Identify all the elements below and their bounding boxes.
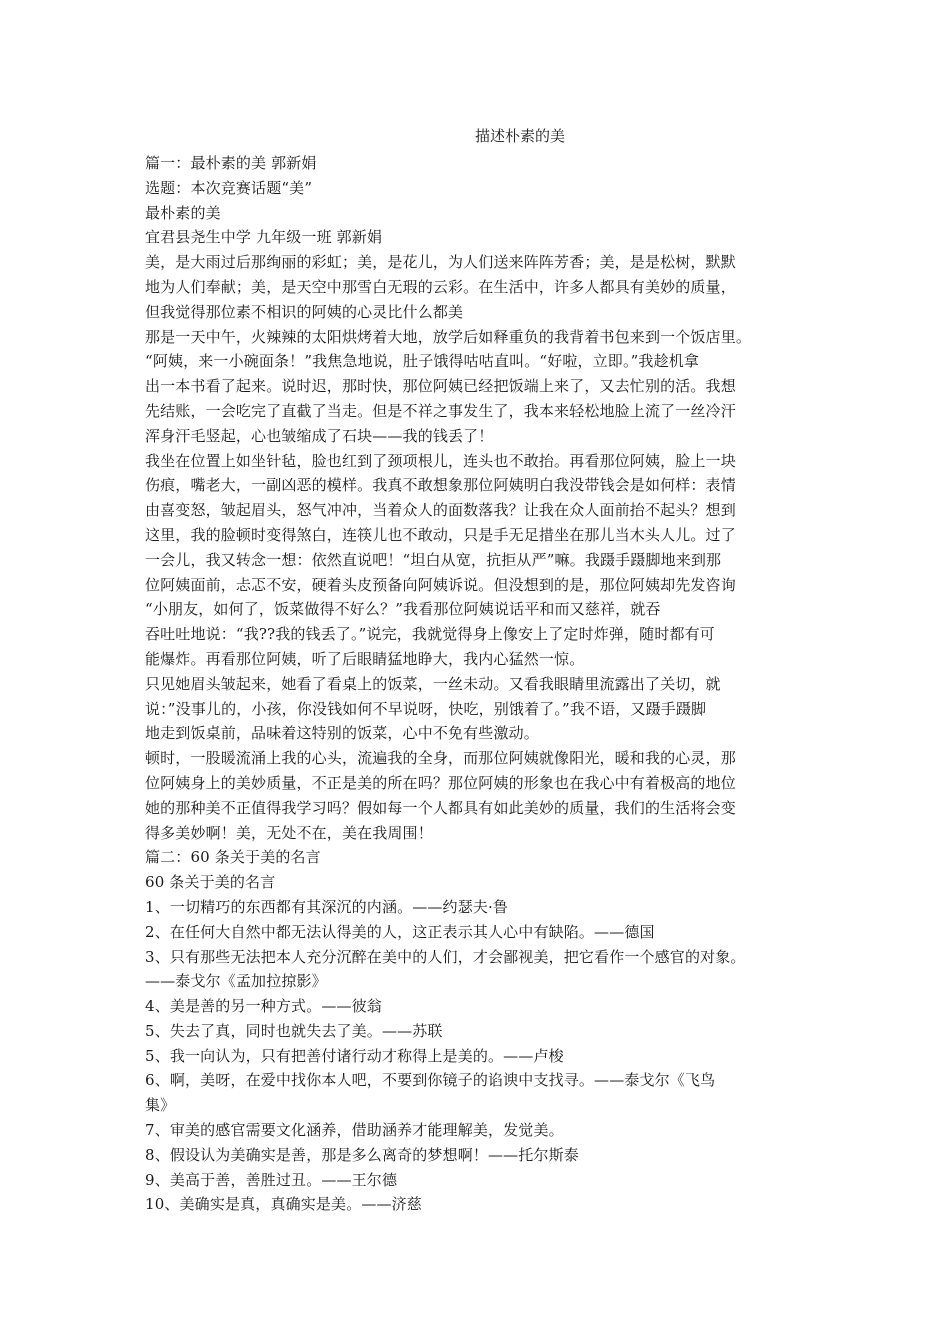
- text-line: 最朴素的美: [145, 203, 221, 222]
- text-line: 这里，我的脸顿时变得煞白，连筷儿也不敢动，只是手无足措坐在那儿当木头人儿。过了: [145, 525, 736, 544]
- document-title: 描述朴素的美: [474, 127, 565, 145]
- text-line: 宜君县尧生中学 九年级一班 郭新娟: [145, 228, 383, 247]
- text-line: 先结账，一会吃完了直截了当走。但是不祥之事发生了，我本来轻松地脸上流了一丝冷汗: [145, 401, 736, 420]
- text-line: 出一本书看了起来。说时迟，那时快，那位阿姨已经把饭端上来了，又去忙别的活。我想: [145, 377, 736, 396]
- text-line: 但我觉得那位素不相识的阿姨的心灵比什么都美: [145, 302, 464, 321]
- text-line: 只见她眉头皱起来，她看了看桌上的饭菜，一丝未动。又看我眼睛里流露出了关切，就: [145, 674, 721, 693]
- text-line: 60 条关于美的名言: [145, 873, 276, 892]
- text-line: 4、美是善的另一种方式。——彼翁: [145, 997, 382, 1016]
- text-line: 得多美妙啊！美，无处不在，美在我周围！: [145, 823, 433, 842]
- text-line: 集》: [145, 1096, 176, 1115]
- text-line: 吞吐吐地说：“我??我的钱丢了。”说完，我就觉得身上像安上了定时炸弹，随时都有可: [145, 625, 715, 644]
- text-line: 伤痕，嘴老大，一副凶恶的模样。我真不敢想象那位阿姨明白我没带钱会是如何样：表情: [145, 476, 736, 495]
- text-line: “阿姨，来一小碗面条！”我焦急地说，肚子饿得咕咕直叫。“好啦，立即。”我趁机拿: [145, 352, 700, 371]
- text-line: 8、假设认为美确实是善，那是多么离奇的梦想啊！——托尔斯泰: [145, 1145, 579, 1164]
- text-line: 那是一天中午，火辣辣的太阳烘烤着大地，放学后如释重负的我背着书包来到一个饭店里。: [145, 327, 752, 346]
- text-line: 篇二：60 条关于美的名言: [145, 848, 321, 867]
- text-line: 5、失去了真，同时也就失去了美。——苏联: [145, 1021, 443, 1040]
- document-page: [145, 124, 835, 1217]
- document-body: [145, 151, 835, 1217]
- text-line: 一会儿，我又转念一想：依然直说吧！“坦白从宽，抗拒从严”嘛。我蹑手蹑脚地来到那: [145, 550, 722, 569]
- text-line: 9、美高于善，善胜过丑。——王尔德: [145, 1170, 398, 1189]
- text-line: 2、在任何大自然中都无法认得美的人，这正表示其人心中有缺陷。——德国: [145, 922, 655, 941]
- text-line: 地走到饭桌前，品味着这特别的饭菜，心中不免有些激动。: [145, 724, 539, 743]
- text-line: 位阿姨身上的美妙质量，不正是美的所在吗？那位阿姨的形象也在我心中有着极高的地位: [145, 773, 736, 792]
- text-line: 顿时，一股暖流涌上我的心头，流遍我的全身，而那位阿姨就像阳光，暖和我的心灵，那: [145, 749, 736, 768]
- text-line: 篇一：最朴素的美 郭新娟: [145, 154, 317, 172]
- text-line: 说：”没事儿的，小孩，你没钱如何不早说呀，快吃，别饿着了。”我不语，又蹑手蹑脚: [145, 699, 707, 718]
- text-line: 10、美确实是真，真确实是美。——济慈: [145, 1195, 422, 1214]
- text-line: 5、我一向认为，只有把善付诸行动才称得上是美的。——卢梭: [145, 1046, 564, 1065]
- text-line: “小朋友，如何了，饭菜做得不好么？”我看那位阿姨说话平和而又慈祥，就吞: [145, 600, 661, 619]
- text-line: 6、啊，美呀，在爱中找你本人吧，不要到你镜子的谄谀中支找寻。——泰戈尔《飞鸟: [145, 1071, 716, 1090]
- text-line: 我坐在位置上如坐针毡，脸也红到了颈项根儿，连头也不敢抬。再看那位阿姨，脸上一块: [145, 451, 736, 470]
- text-line: 浑身汗毛竖起，心也皱缩成了石块——我的钱丢了！: [145, 426, 494, 445]
- text-line: 由喜变怒，皱起眉头，怒气冲冲，当着众人的面数落我？让我在众人面前抬不起头？想到: [145, 501, 736, 520]
- text-line: 位阿姨面前，忐忑不安，硬着头皮预备向阿姨诉说。但没想到的是，那位阿姨却先发咨询: [145, 575, 736, 594]
- text-line: 美，是大雨过后那绚丽的彩虹；美，是花儿，为人们送来阵阵芳香；美，是是松树，默默: [145, 253, 736, 272]
- text-line: ——泰戈尔《孟加拉掠影》: [145, 972, 327, 991]
- text-line: 她的那种美不正值得我学习吗？假如每一个人都具有如此美妙的质量，我们的生活将会变: [145, 798, 736, 817]
- text-line: 能爆炸。再看那位阿姨，听了后眼睛猛地睁大，我内心猛然一惊。: [145, 649, 585, 668]
- text-line: 1、一切精巧的东西都有其深沉的内涵。——约瑟夫·鲁: [145, 897, 509, 916]
- text-line: 7、审美的感官需要文化涵养，借助涵养才能理解美，发觉美。: [145, 1121, 564, 1140]
- text-line: 地为人们奉献；美，是天空中那雪白无瑕的云彩。在生活中，许多人都具有美妙的质量，: [145, 277, 736, 296]
- text-line: 选题：本次竞赛话题“美”: [145, 178, 313, 197]
- text-line: 3、只有那些无法把本人充分沉醉在美中的人们，才会鄙视美，把它看作一个感官的对象。: [145, 947, 746, 966]
